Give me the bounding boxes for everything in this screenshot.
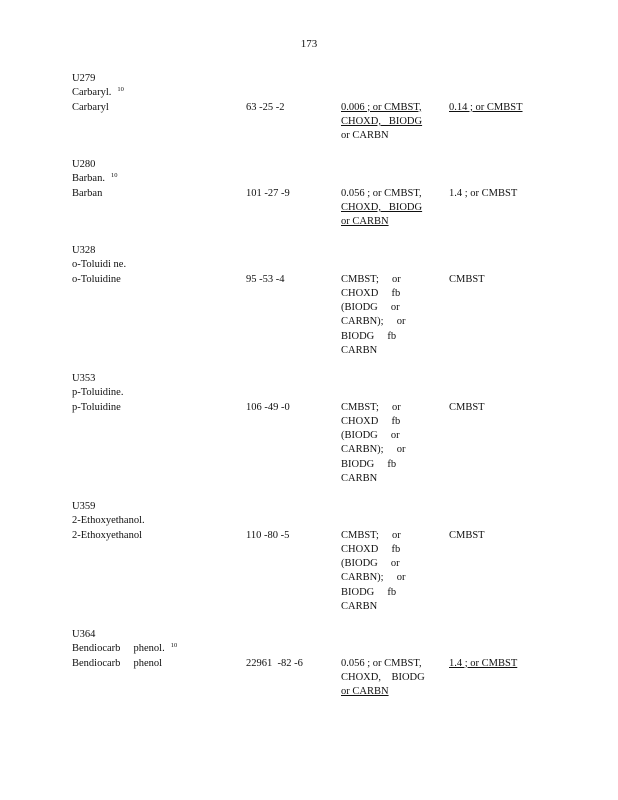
heading-text: Carbaryl. (72, 87, 112, 99)
cas-number: 63 -25 -2 (246, 101, 285, 113)
constituent-name: 2-Ethoxyethanol (72, 529, 142, 541)
wastewater-line: or CARBN (341, 686, 389, 698)
wastewater-line: CHOXD fb (341, 287, 401, 299)
waste-code: U364 (72, 629, 96, 640)
constituent-heading (72, 642, 177, 657)
heading-text: p-Toluidine. (72, 387, 124, 399)
wastewater-line: CMBST; or (341, 273, 401, 285)
waste-code: U359 (72, 501, 96, 512)
footnote-marker: 10 (117, 86, 124, 94)
constituent-name: Carbaryl (72, 101, 109, 113)
wastewater-line: 0.006 ; or CMBST, (341, 101, 422, 113)
constituent-name: o-Toluidine (72, 273, 121, 285)
heading-text: Barban. (72, 173, 105, 185)
heading-text: Bendiocarb phenol. (72, 643, 165, 655)
wastewater-line: CMBST; or (341, 401, 401, 413)
waste-code: U353 (72, 373, 96, 384)
wastewater-line: BIODG fb (341, 330, 397, 342)
nonwastewater-standard: CMBST (449, 529, 485, 541)
wastewater-standard (341, 187, 422, 230)
constituent-name: p-Toluidine (72, 401, 121, 413)
waste-code: U279 (72, 73, 96, 84)
wastewater-line: CHOXD fb (341, 543, 401, 555)
nonwastewater-standard: 1.4 ; or CMBST (449, 657, 518, 669)
footnote-marker: 10 (110, 172, 118, 180)
waste-code: U328 (72, 245, 96, 256)
wastewater-line: CHOXD, BIODG (341, 201, 423, 213)
constituent-heading (72, 86, 124, 101)
nonwastewater-standard: 0.14 ; or CMBST (449, 101, 523, 113)
wastewater-line: or CARBN (341, 130, 389, 142)
cas-number: 95 -53 -4 (246, 273, 285, 285)
heading-text: o-Toluidi ne. (72, 259, 127, 271)
wastewater-line: or CARBN (341, 216, 389, 228)
waste-code: U280 (72, 159, 96, 170)
wastewater-line: 0.056 ; or CMBST, (341, 657, 422, 669)
nonwastewater-standard: CMBST (449, 401, 485, 413)
constituent-name: Bendiocarb phenol (72, 657, 163, 669)
constituent-heading (72, 386, 123, 400)
wastewater-line: BIODG fb (341, 586, 397, 598)
footnote-marker: 10 (170, 642, 178, 650)
constituent-heading (72, 258, 126, 272)
heading-text: 2-Ethoxyethanol. (72, 515, 145, 527)
wastewater-line: CARBN (341, 473, 378, 485)
wastewater-line: (BIODG or (341, 430, 400, 442)
wastewater-standard (341, 101, 422, 144)
nonwastewater-standard: CMBST (449, 273, 485, 285)
wastewater-line: CARBN (341, 601, 378, 613)
wastewater-line: CHOXD fb (341, 415, 401, 427)
wastewater-line: CHOXD, BIODG (341, 115, 423, 127)
cas-number: 110 -80 -5 (246, 529, 290, 541)
wastewater-line: 0.056 ; or CMBST, (341, 187, 422, 199)
wastewater-line: CMBST; or (341, 529, 401, 541)
constituent-heading (72, 514, 145, 528)
wastewater-line: (BIODG or (341, 302, 400, 314)
wastewater-line: CARBN (341, 345, 378, 357)
wastewater-standard (341, 273, 405, 359)
wastewater-line: CARBN); or (341, 444, 406, 456)
wastewater-line: CARBN); or (341, 572, 406, 584)
cas-number: 101 -27 -9 (246, 187, 290, 199)
cas-number: 22961 -82 -6 (246, 657, 303, 669)
constituent-heading (72, 172, 117, 187)
wastewater-standard (341, 529, 405, 615)
wastewater-standard (341, 657, 425, 700)
cas-number: 106 -49 -0 (246, 401, 290, 413)
nonwastewater-standard: 1.4 ; or CMBST (449, 187, 518, 199)
constituent-name: Barban (72, 187, 103, 199)
wastewater-line: CHOXD, BIODG (341, 671, 425, 683)
wastewater-line: CARBN); or (341, 316, 406, 328)
wastewater-line: (BIODG or (341, 558, 400, 570)
wastewater-line: BIODG fb (341, 458, 397, 470)
page-number: 173 (300, 38, 318, 50)
wastewater-standard (341, 401, 405, 487)
